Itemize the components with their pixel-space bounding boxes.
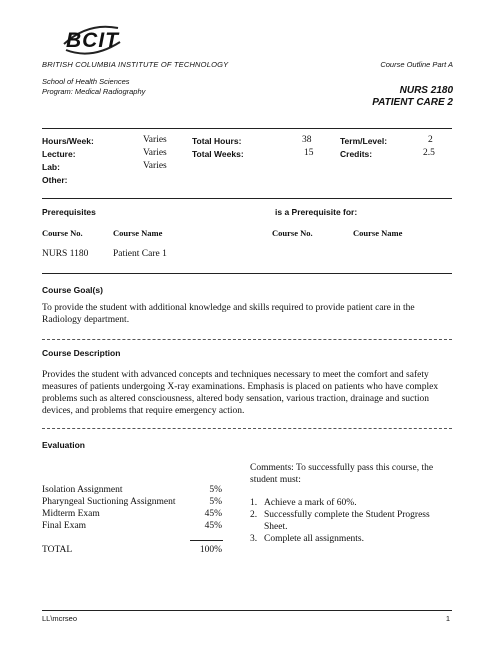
requirement-item <box>250 509 450 533</box>
eval-total-pct: 100% <box>199 545 222 555</box>
lab-value: Varies <box>143 161 167 171</box>
page-number: 1 <box>445 614 450 623</box>
comments-intro: Comments: To successfully pass this course, the student must: <box>250 463 434 485</box>
eval-item-pct: 45% <box>204 509 222 519</box>
other-label: Other: <box>42 175 68 185</box>
eval-item <box>42 485 222 495</box>
eval-item-pct: 5% <box>209 485 222 495</box>
term-value: 2 <box>428 135 433 145</box>
description-text: Provides the student with advanced concepts and techniques necessary to meet the comfort and safety measures of patients undergoing X-ray examinations. Emphasis is placed on patients who have complex problems such as altered consciousness, altered body sensation, various traction, drainage and suction devices, and problems that require emergency action. <box>42 370 439 416</box>
requirement-text: Successfully complete the Student Progress Sheet. <box>264 510 430 532</box>
credits-value: 2.5 <box>423 148 435 158</box>
prereq-heading: Prerequisites <box>42 207 96 217</box>
goals-text: To provide the student with additional knowledge and skills required to provide patient care in the Radiology department. <box>42 303 415 325</box>
divider <box>42 428 452 429</box>
eval-item <box>42 497 222 507</box>
total-weeks-label: Total Weeks: <box>192 149 244 159</box>
prereq-course-no: NURS 1180 <box>42 249 89 259</box>
eval-item-label: Midterm Exam <box>42 509 100 519</box>
description-heading: Course Description <box>42 348 121 358</box>
prereq-course-name: Patient Care 1 <box>113 249 167 259</box>
logo-text: BCIT <box>66 29 119 52</box>
program-name: Program: Medical Radiography <box>42 87 146 96</box>
hours-week-value: Varies <box>143 135 167 145</box>
requirement-item <box>250 497 450 509</box>
divider <box>42 339 452 340</box>
course-code: NURS 2180 <box>399 85 453 96</box>
eval-item-label: Final Exam <box>42 521 87 531</box>
eval-item-label: Isolation Assignment <box>42 485 123 495</box>
col-course-name-2: Course Name <box>353 228 403 238</box>
school-name: School of Health Sciences <box>42 77 130 86</box>
col-course-no: Course No. <box>42 228 83 238</box>
footer-left: LL\mcrseo <box>42 614 78 623</box>
lab-label: Lab: <box>42 162 60 172</box>
total-weeks-value: 15 <box>304 148 314 158</box>
institute-name: BRITISH COLUMBIA INSTITUTE OF TECHNOLOGY <box>42 60 229 69</box>
total-rule <box>190 540 223 541</box>
requirement-text: Achieve a mark of 60%. <box>264 498 357 508</box>
is-prereq-heading: is a Prerequisite for: <box>275 207 358 217</box>
term-label: Term/Level: <box>340 136 388 146</box>
divider <box>42 273 452 274</box>
bcit-logo <box>58 20 124 60</box>
doc-type: Course Outline Part A <box>380 60 453 69</box>
total-hours-value: 38 <box>302 135 312 145</box>
goals-heading: Course Goal(s) <box>42 285 103 295</box>
eval-item-pct: 5% <box>209 497 222 507</box>
eval-total <box>42 545 222 555</box>
col-course-name: Course Name <box>113 228 163 238</box>
requirement-text: Complete all assignments. <box>264 534 365 544</box>
lecture-label: Lecture: <box>42 149 76 159</box>
eval-item <box>42 509 222 519</box>
total-hours-label: Total Hours: <box>192 136 242 146</box>
eval-total-label: TOTAL <box>42 545 73 555</box>
requirement-num: 3. <box>250 534 258 544</box>
col-course-no-2: Course No. <box>272 228 313 238</box>
requirement-item <box>250 533 450 545</box>
eval-item-pct: 45% <box>204 521 222 531</box>
divider <box>42 198 452 199</box>
footer-rule <box>42 610 452 611</box>
requirement-num: 1. <box>250 498 258 508</box>
eval-item-label: Pharyngeal Suctioning Assignment <box>42 497 176 507</box>
evaluation-heading: Evaluation <box>42 440 85 450</box>
lecture-value: Varies <box>143 148 167 158</box>
hours-week-label: Hours/Week: <box>42 136 94 146</box>
credits-label: Credits: <box>340 149 373 159</box>
divider <box>42 128 452 129</box>
course-title: PATIENT CARE 2 <box>372 97 453 108</box>
requirement-num: 2. <box>250 510 258 520</box>
eval-item <box>42 521 222 531</box>
